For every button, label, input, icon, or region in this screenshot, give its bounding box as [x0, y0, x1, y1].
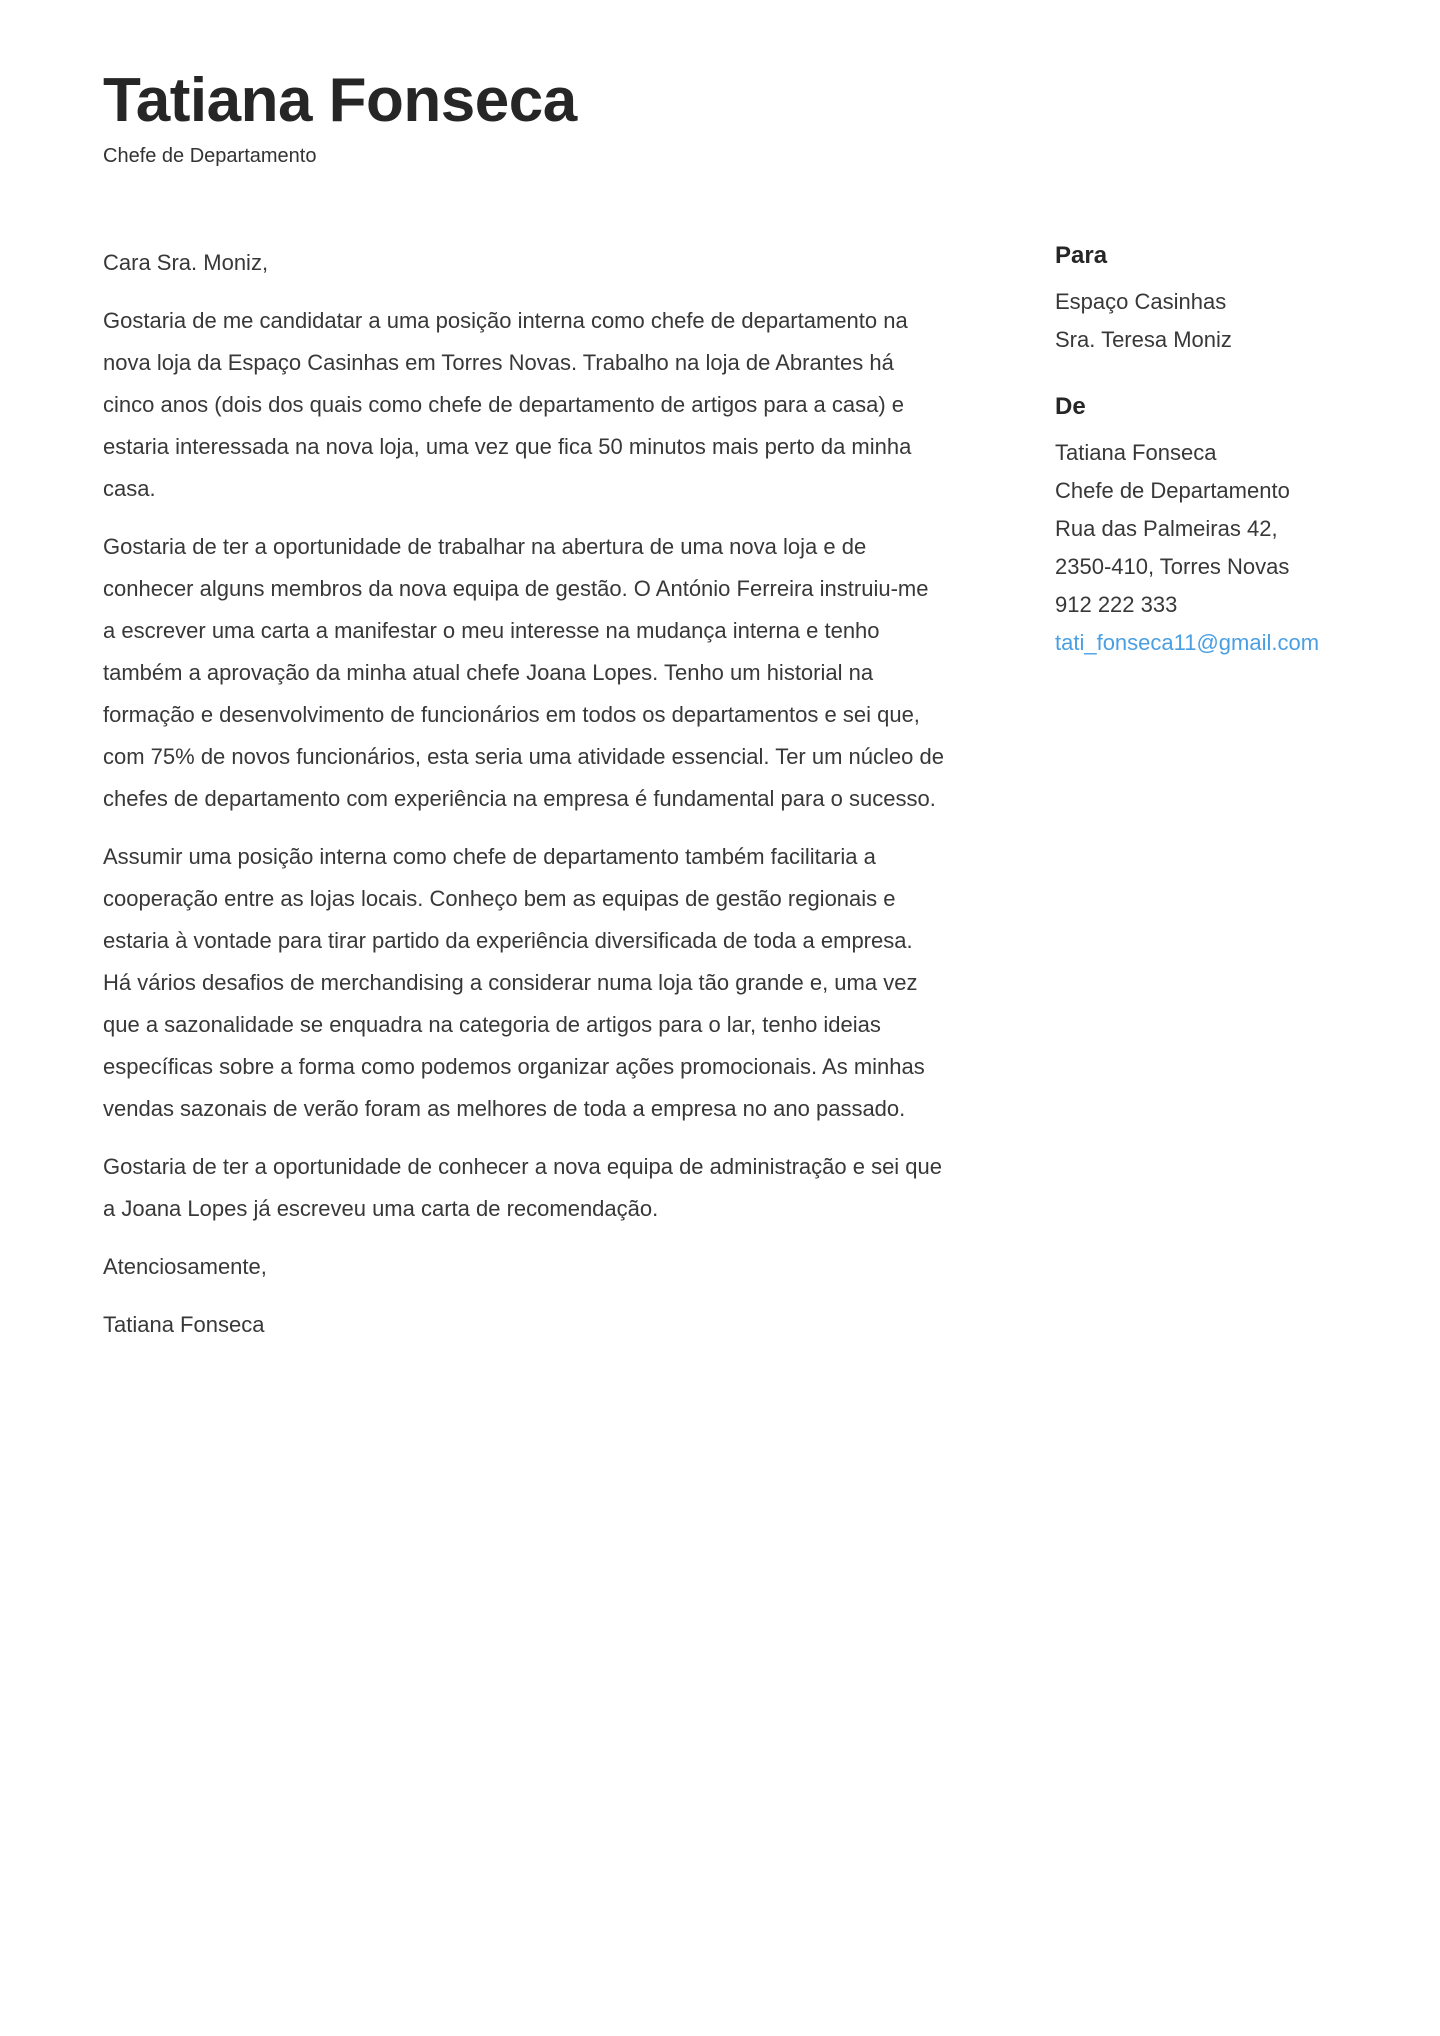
- recipient-company: Espaço Casinhas: [1055, 288, 1227, 314]
- sender-section: [1055, 393, 1347, 662]
- letter-paragraph: Gostaria de ter a oportunidade de trabalhar na abertura de uma nova loja e de conhecer alguns membros da nova equipa de gestão. O António Ferreira instruiu-me a escrever uma carta a manifestar o meu interesse na mudança interna e tenho também a aprovação da minha atual chefe Joana Lopes. Tenho um historial na formação e desenvolvimento de funcionários em todos os departamentos e sei que, com 75% de novos funcionários, esta seria uma atividade essencial. Ter um núcleo de chefes de departamento com experiência na empresa é fundamental para o sucesso.: [103, 534, 944, 811]
- content-columns: [103, 242, 1337, 1346]
- letter-signature: Tatiana Fonseca: [103, 1312, 265, 1337]
- applicant-name: Tatiana Fonseca: [103, 66, 577, 135]
- letter-header: [103, 66, 1337, 168]
- contact-sidebar: [1055, 242, 1347, 662]
- letter-paragraph: Assumir uma posição interna como chefe de departamento também facilitaria a cooperação entre as lojas locais. Conheço bem as equipas de gestão regionais e estaria à vontade para tirar partido da experiência diversificada de toda a empresa. Há vários desafios de merchandising a considerar numa loja tão grande e, uma vez que a sazonalidade se enquadra na categoria de artigos para o lar, tenho ideias específicas sobre a forma como podemos organizar ações promocionais. As minhas vendas sazonais de verão foram as melhores de toda a empresa no ano passado.: [103, 844, 925, 1121]
- sender-job-title: Chefe de Departamento: [1055, 477, 1290, 503]
- letter-greeting: Cara Sra. Moniz,: [103, 250, 269, 275]
- letter-paragraph: Gostaria de me candidatar a uma posição interna como chefe de departamento na nova loja da Espaço Casinhas em Torres Novas. Trabalho na loja de Abrantes há cinco anos (dois dos quais como chefe de departamento de artigos para a casa) e estaria interessada na nova loja, uma vez que fica 50 minutos mais perto da minha casa.: [103, 308, 912, 501]
- sender-street-address: Rua das Palmeiras 42,: [1055, 515, 1278, 541]
- applicant-job-title: Chefe de Departamento: [103, 145, 317, 167]
- sender-phone: 912 222 333: [1055, 591, 1178, 617]
- letter-body: [103, 242, 945, 1346]
- email-link[interactable]: tati_fonseca11@gmail.com: [1055, 629, 1320, 655]
- letter-closing: Atenciosamente,: [103, 1254, 267, 1279]
- recipient-section: [1055, 242, 1347, 359]
- letter-paragraph: Gostaria de ter a oportunidade de conhecer a nova equipa de administração e sei que a Joana Lopes já escreveu uma carta de recomendação.: [103, 1154, 943, 1221]
- recipient-heading: Para: [1055, 242, 1108, 269]
- recipient-name: Sra. Teresa Moniz: [1055, 326, 1232, 352]
- sender-heading: De: [1055, 392, 1086, 420]
- sender-name: Tatiana Fonseca: [1055, 439, 1217, 465]
- sender-city-postcode: 2350-410, Torres Novas: [1055, 553, 1290, 579]
